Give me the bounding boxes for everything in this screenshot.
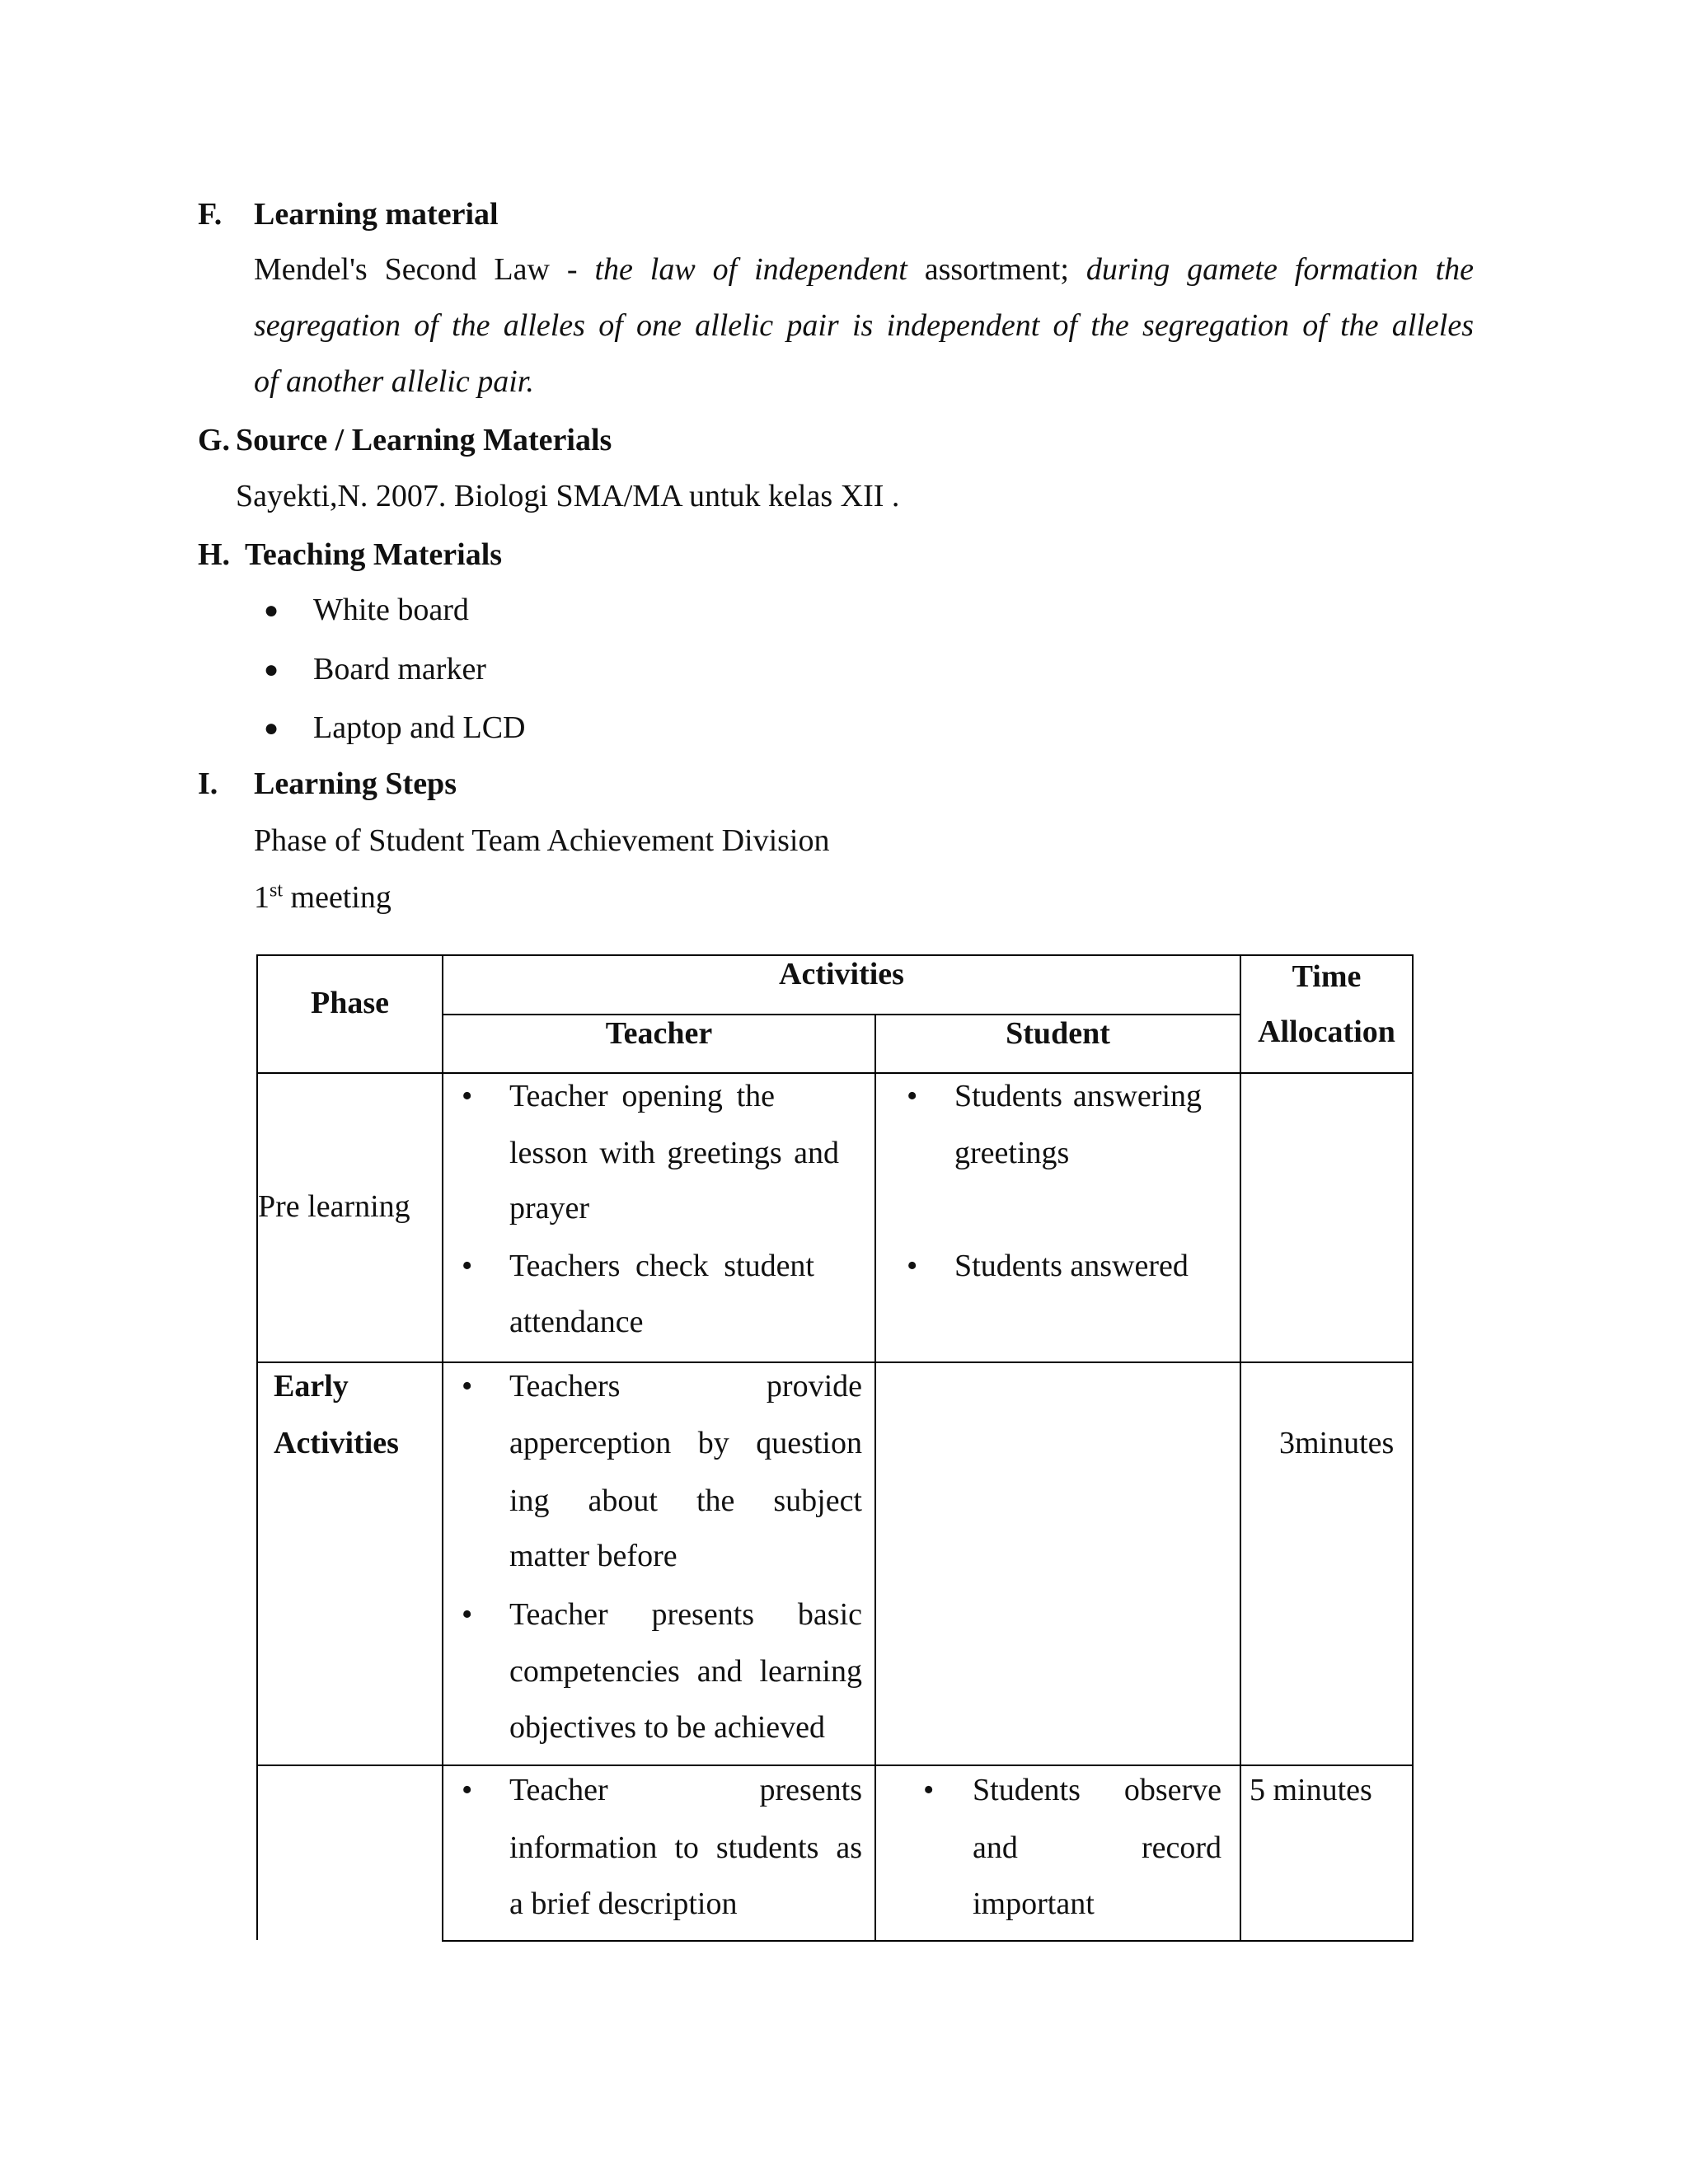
row3-student-1-line-1: Students observe [973, 1773, 1221, 1807]
section-g-heading: Source / Learning Materials [236, 423, 612, 457]
list-item [264, 651, 279, 687]
table-divider [442, 954, 443, 1942]
row2-teacher-2-line-3: objectives to be achieved [509, 1710, 826, 1745]
row2-teacher-2-line-1: Teacher presents basic [509, 1597, 862, 1632]
list-item [264, 710, 279, 746]
bullet-icon: • [462, 1597, 473, 1632]
section-i-letter: I. [198, 766, 218, 801]
table-border-bottom [442, 1940, 1414, 1942]
row3-student-1-line-2: and record [973, 1830, 1221, 1865]
header-time-2: Allocation [1258, 1015, 1395, 1049]
section-h-letter: H. [198, 537, 231, 572]
law-name: Mendel's Second Law - [254, 252, 578, 287]
phase-text: Phase of Student Team Achievement Division [254, 823, 830, 858]
list-item [264, 592, 279, 628]
row2-time: 3minutes [1279, 1426, 1395, 1460]
law-italic-1: the law of independent [594, 252, 907, 287]
table-border-left [256, 954, 258, 1940]
bullet-icon: ● [264, 715, 279, 742]
bullet-icon: • [907, 1079, 918, 1113]
meeting-ordinal: st [270, 879, 284, 902]
list-item-text: Board marker [313, 652, 486, 687]
row1-student-1-line-2: greetings [954, 1136, 1070, 1170]
section-h-heading: Teaching Materials [245, 537, 503, 572]
row1-teacher-1-line-3: prayer [509, 1191, 590, 1226]
list-item-text: White board [313, 593, 469, 627]
table-divider [1240, 954, 1241, 1942]
section-f-heading: Learning material [254, 197, 499, 232]
row1-teacher-1-line-2: lesson with greetings and [509, 1136, 839, 1170]
bullet-icon: • [462, 1369, 473, 1404]
section-f-letter: F. [198, 197, 223, 232]
bullet-icon: • [462, 1249, 473, 1283]
bullet-icon: • [907, 1249, 918, 1283]
section-f-line-1 [254, 251, 1474, 288]
row1-phase: Pre learning [258, 1189, 410, 1224]
bullet-icon: ● [264, 656, 279, 683]
row2-teacher-1-line-3: ing about the subject [509, 1483, 862, 1518]
header-teacher: Teacher [605, 1016, 713, 1051]
bullet-icon: • [462, 1773, 473, 1807]
bullet-icon: ● [264, 597, 279, 624]
table-border-right [1412, 954, 1414, 1942]
header-student: Student [1006, 1016, 1110, 1051]
meeting-label [254, 879, 392, 916]
row2-teacher-1-line-2: apperception by question [509, 1426, 862, 1460]
row3-student-1-line-3: important [973, 1886, 1095, 1921]
table-divider [874, 1014, 876, 1942]
row3-teacher-1-line-2: information to students as [509, 1830, 862, 1865]
law-italic-2: during gamete formation the [1085, 252, 1475, 287]
section-i-heading: Learning Steps [254, 766, 457, 801]
row1-teacher-1-line-1: Teacher opening the [509, 1079, 775, 1113]
section-g-letter: G. [198, 423, 231, 457]
section-f-line-3: of another allelic pair. [254, 364, 534, 399]
law-word: assortment; [924, 252, 1069, 287]
section-g-text: Sayekti,N. 2007. Biologi SMA/MA untuk kelas XII . [236, 479, 900, 513]
row2-teacher-1-line-1: Teachers provide [509, 1369, 862, 1404]
row3-time: 5 minutes [1250, 1773, 1372, 1807]
row1-student-1-line-1: Students answering [954, 1079, 1202, 1113]
row2-phase-2: Activities [274, 1426, 399, 1460]
bullet-icon: • [923, 1773, 935, 1807]
row1-student-2-line-1: Students answered [954, 1249, 1189, 1283]
list-item-text: Laptop and LCD [313, 710, 526, 745]
row1-teacher-2-line-2: attendance [509, 1305, 644, 1339]
header-time-1: Time [1292, 959, 1362, 994]
header-phase: Phase [311, 986, 389, 1020]
bullet-icon: • [462, 1079, 473, 1113]
section-f-line-2: segregation of the alleles of one allelic pair is independent of the segregation of the alleles [254, 308, 1474, 343]
row3-teacher-1-line-3: a brief description [509, 1886, 738, 1921]
header-activities: Activities [779, 957, 904, 991]
row1-teacher-2-line-1: Teachers check student [509, 1249, 814, 1283]
row2-teacher-2-line-2: competencies and learning [509, 1654, 862, 1689]
row2-phase-1: Early [274, 1369, 349, 1404]
row2-teacher-1-line-4: matter before [509, 1539, 678, 1573]
meeting-number: 1 [254, 880, 270, 915]
meeting-word: meeting [290, 880, 392, 915]
row3-teacher-1-line-1: Teacher presents [509, 1773, 862, 1807]
